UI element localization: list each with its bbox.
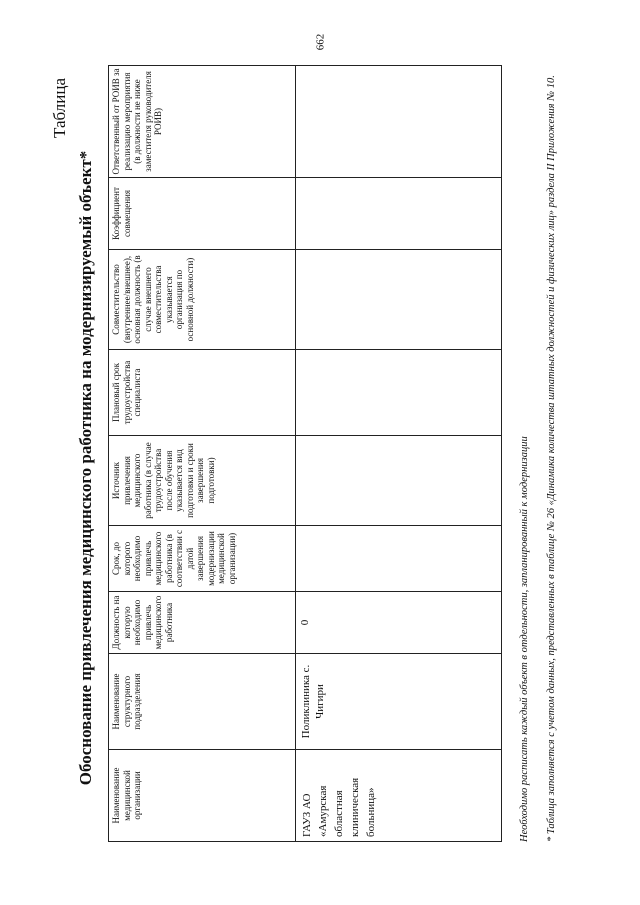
- header-responsible: Ответственный от РОИВ за реализацию мероприятия (в должности не ниже заместителя руководителя РОИВ): [109, 66, 296, 178]
- cell-planned-date: [296, 350, 502, 436]
- staffing-table: [108, 65, 502, 842]
- cell-position: 0: [296, 592, 502, 654]
- cell-responsible: [296, 66, 502, 178]
- rotated-document: [48, 48, 603, 868]
- cell-combination: [296, 250, 502, 350]
- header-source: Источник привлечения медицинского работника (в случае трудоустройства после обучения указывается вид подготовки и сроки завершения подготовки): [109, 436, 296, 526]
- document-title: Обоснование привлечения медицинского работника на модернизируемый объект*: [76, 150, 95, 786]
- header-department: Наименование структурного подразделения: [109, 654, 296, 750]
- cell-deadline: [296, 526, 502, 592]
- footnote-asterisk: * Таблица заполняется с учетом данных, представленных в таблице № 26 «Динамика количества штатных должностей и физических лиц» раздела II Приложения № 10.: [546, 75, 557, 842]
- table-header-row: [109, 66, 296, 842]
- header-organization: Наименование медицинской организации: [109, 750, 296, 842]
- cell-department: Поликлиника с. Чигири: [296, 654, 502, 750]
- document-label: Таблица: [50, 78, 69, 138]
- cell-source: [296, 436, 502, 526]
- header-deadline: Срок, до которого необходимо привлечь медицинского работника (в соответствии с датой завершения модернизации медицинской организации): [109, 526, 296, 592]
- header-coefficient: Коэффициент совмещения: [109, 178, 296, 250]
- cell-coefficient: [296, 178, 502, 250]
- header-position: Должность на которую необходимо привлечь медицинского работника: [109, 592, 296, 654]
- cell-organization: ГАУЗ АО «Амурская областная клиническая больница»: [296, 750, 502, 842]
- header-planned-date: Плановый срок трудоустройства специалиста: [109, 350, 296, 436]
- footnote-instruction: Необходимо расписать каждый объект в отдельности, запланированный к модернизации: [519, 436, 530, 842]
- table-row: [296, 66, 502, 842]
- header-combination: Совместительство (внутреннее/внешнее), основная должность (в случае внешнего совместительства указывается организация по основной должности): [109, 250, 296, 350]
- page-number: 662: [314, 33, 326, 51]
